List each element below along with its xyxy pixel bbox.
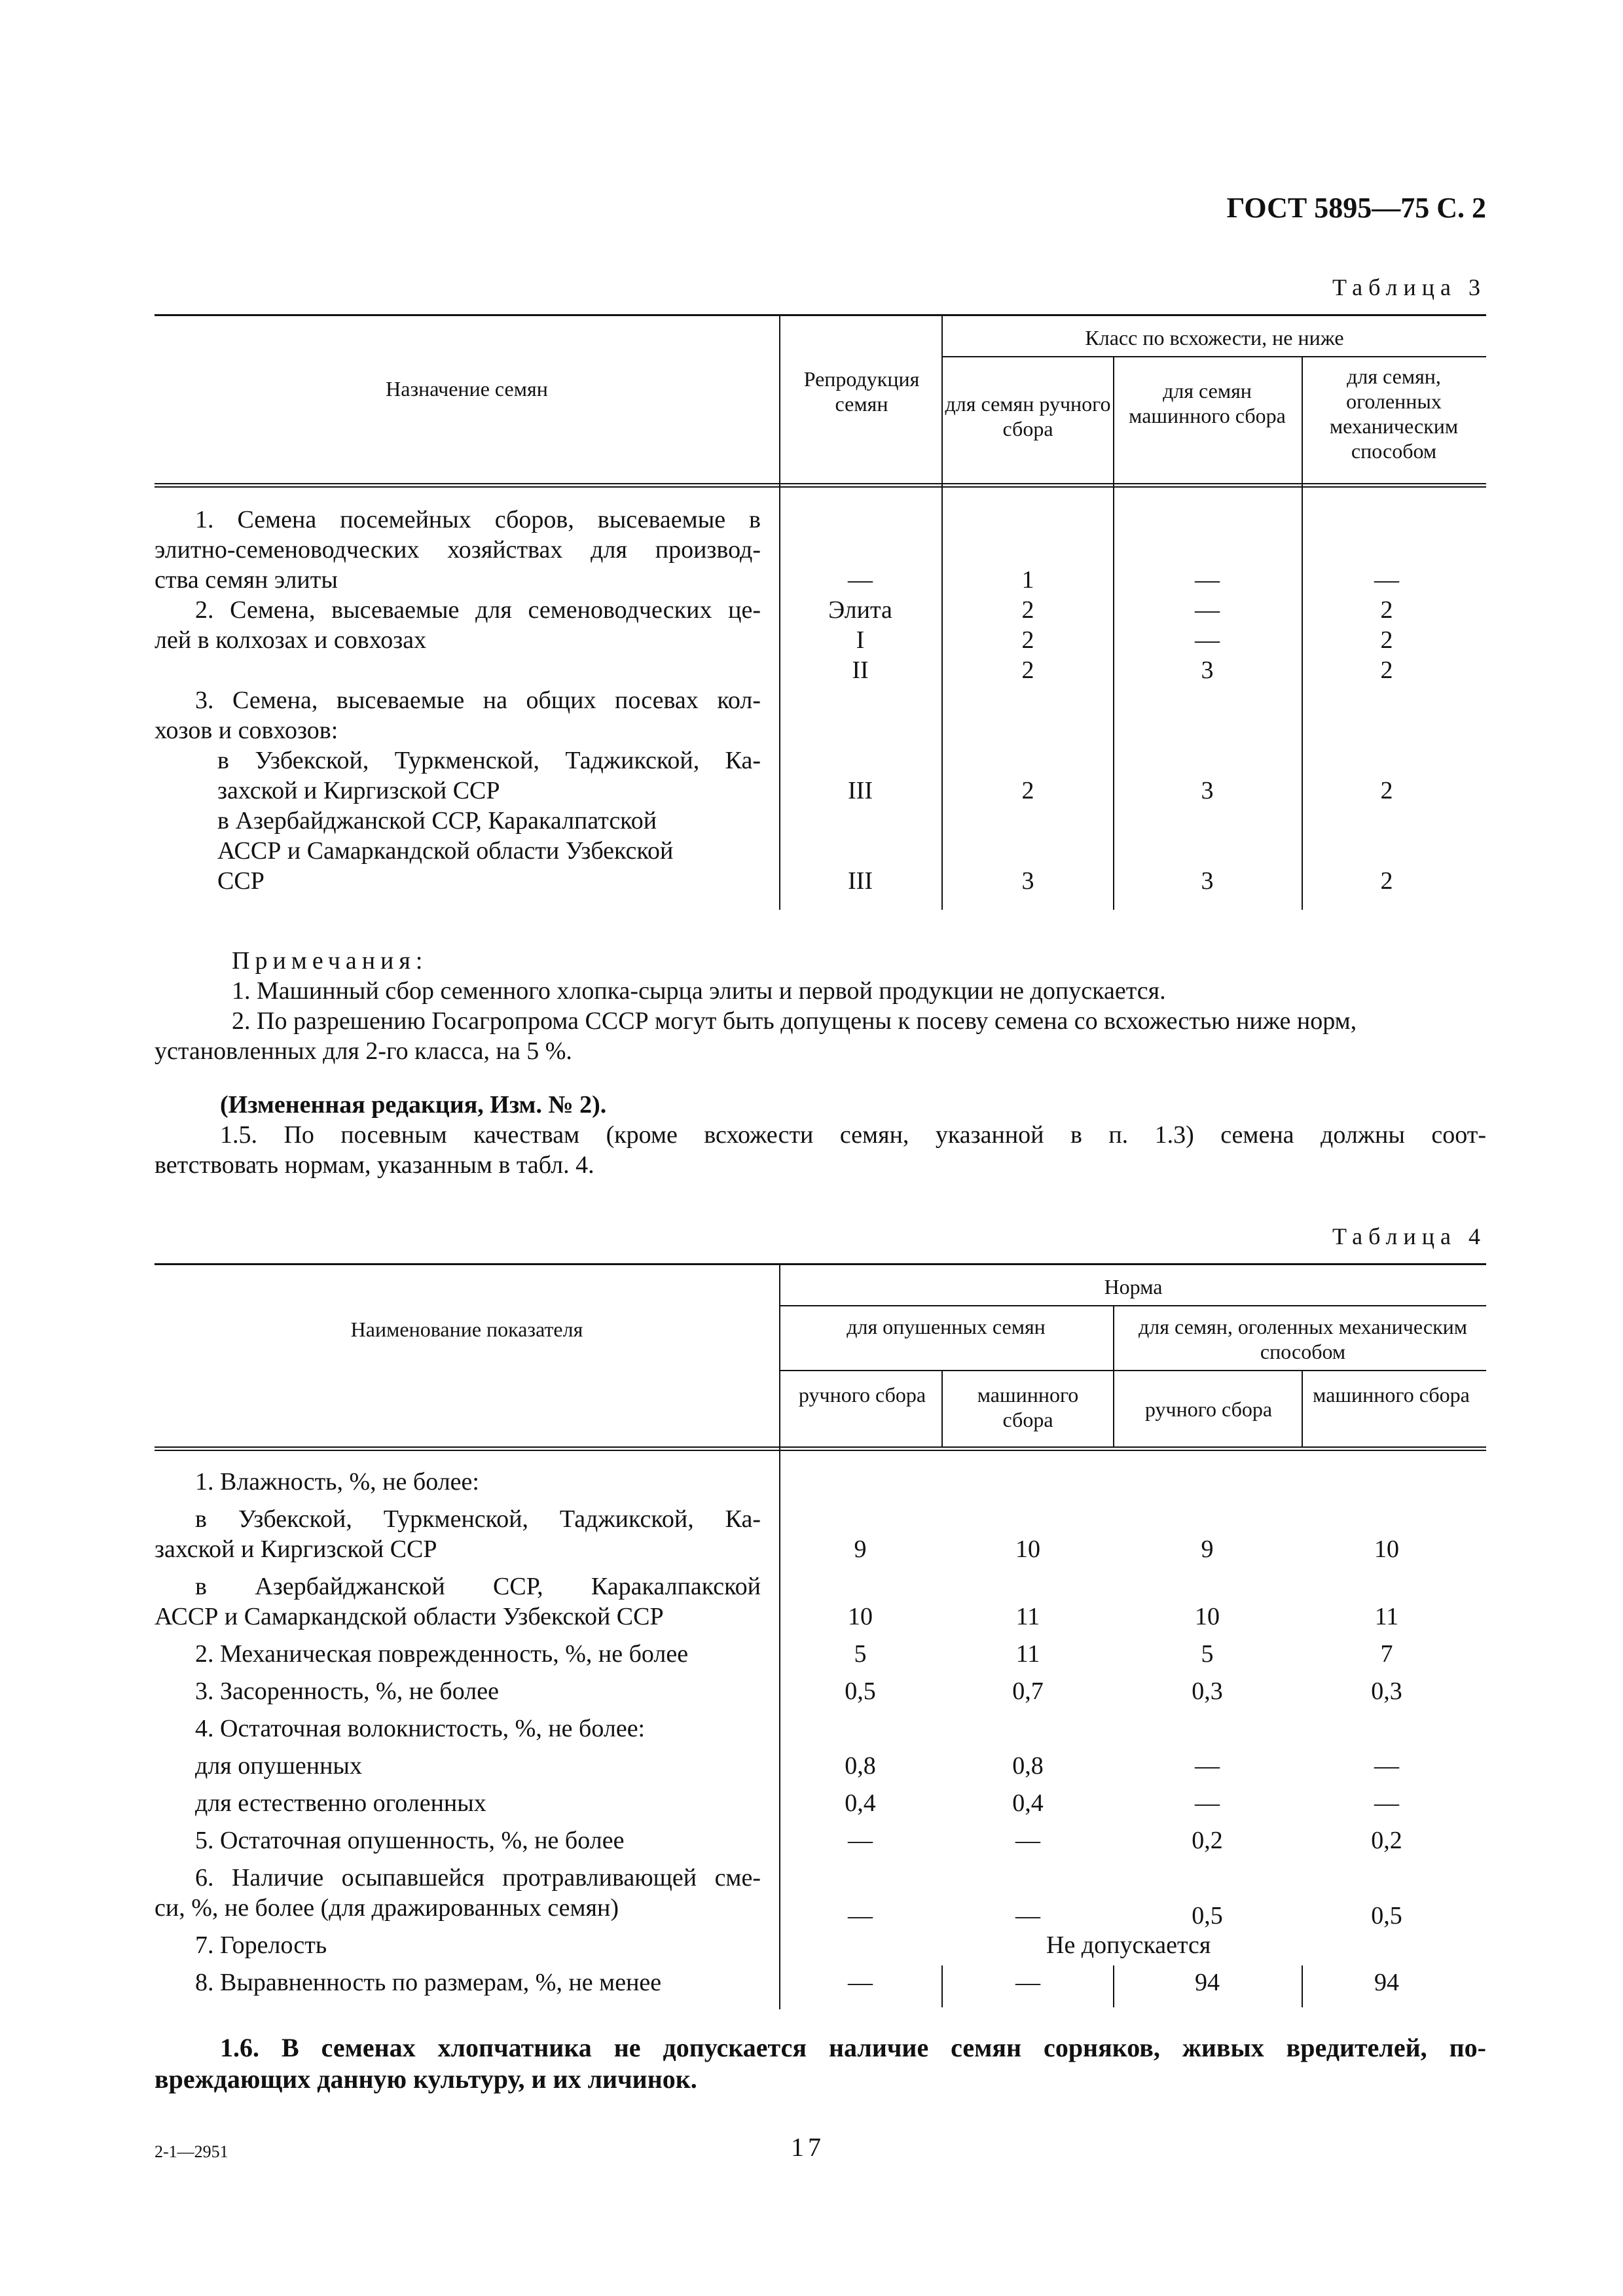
t4-not-allowed: Не допускается [1046,1931,1211,1959]
t3-cell: Элита [828,596,892,624]
t3-text-line: захской и Киргизской ССР [217,777,500,804]
t4-head-machine: машинного сбора [977,1383,1079,1431]
t4-cell: — [1195,1752,1220,1780]
t4-text-line: 8. Выравненность по размерам, %, не менее [195,1969,662,1996]
t4-cell: — [1374,1752,1399,1780]
t3-cell: 3 [1021,867,1034,895]
t4-text-line: захской и Киргизской ССР [155,1535,437,1563]
footer-code: 2-1—2951 [155,2142,228,2161]
note-item: установленных для 2-го класса, на 5 %. [155,1037,572,1065]
t4-cell: 10 [848,1603,873,1630]
t3-text-line: 1. Семена посемейных сборов, высеваемые в [195,506,761,533]
table4-label: Таблица 4 [1332,1223,1486,1249]
t3-cell: 2 [1380,867,1393,895]
t4-cell: 0,5 [845,1677,876,1705]
t3-text-line: 2. Семена, высеваемые для семеноводческих це- [195,596,761,624]
t3-cell: 2 [1021,596,1034,624]
t3-text-line: хозов и совхозов: [155,717,338,744]
para-1-6-line: 1.6. В семенах хлопчатника не допускается наличие семян сорняков, живых вредителей, по- [220,2033,1486,2062]
t4-text-line: 3. Засоренность, %, не более [195,1677,499,1705]
t4-head-delinted: для семян, оголенных механическим способом [1139,1315,1467,1363]
t3-cell: — [848,566,873,594]
t3-cell: 2 [1021,777,1034,804]
t3-cell: II [852,656,869,684]
t4-cell: 10 [1374,1535,1399,1563]
t3-head-class-group: Класс по всхожести, не ниже [1085,326,1344,350]
page-header: ГОСТ 5895—75 С. 2 [1226,192,1486,224]
t4-cell: — [1195,1789,1220,1817]
t3-cell: 2 [1380,596,1393,624]
t3-cell: 3 [1201,777,1214,804]
t4-cell: 9 [854,1535,867,1563]
t4-cell: 11 [1374,1603,1399,1630]
t3-head-machine: для семян машинного сбора [1129,379,1286,427]
note-item: 2. По разрешению Госагропрома СССР могут быть допущены к посеву семена со всхожестью ниже норм, [232,1007,1357,1035]
t3-text-line: ства семян элиты [155,566,338,594]
t4-text-line: в Узбекской, Туркменской, Таджикской, Ка- [195,1505,761,1533]
t4-cell: 0,3 [1371,1677,1402,1705]
t4-cell: 11 [1015,1603,1040,1630]
t3-cell: 2 [1380,777,1393,804]
t4-head-manual2: ручного сбора [1144,1397,1273,1421]
t3-cell: III [848,867,873,895]
t4-cell: — [848,1902,873,1929]
t4-head-manual: ручного сбора [798,1383,926,1407]
para-1-6-line: вреждающих данную культуру, и их личинок. [155,2064,697,2094]
t3-cell: 2 [1021,626,1034,654]
t4-cell: — [848,1827,873,1854]
t3-head-reproduction: Репродукция семян [803,367,920,416]
t4-cell: 0,4 [845,1789,876,1817]
t4-cell: 7 [1380,1640,1393,1668]
t4-cell: 0,3 [1192,1677,1223,1705]
t4-cell: 0,7 [1012,1677,1044,1705]
t3-cell: 3 [1201,867,1214,895]
t4-cell: 0,5 [1371,1902,1402,1929]
t4-text-line: 5. Остаточная опушенность, %, не более [195,1827,625,1854]
t3-text-line: в Узбекской, Туркменской, Таджикской, Ка- [217,747,761,774]
t3-cell: — [1195,596,1220,624]
t4-text-line: для опушенных [195,1752,362,1780]
t4-text-line: 1. Влажность, %, не более: [195,1468,479,1496]
t3-text-line: АССР и Самаркандской области Узбекской [217,837,674,865]
t4-cell: — [1374,1789,1399,1817]
t4-cell: 5 [854,1640,867,1668]
t4-cell: 94 [1374,1969,1399,1996]
t3-text-line: лей в колхозах и совхозах [155,626,427,654]
t3-cell: 1 [1021,566,1034,594]
t4-cell: 0,4 [1012,1789,1044,1817]
t3-cell: 2 [1021,656,1034,684]
t3-cell: — [1374,566,1399,594]
t3-head-delinted: для семян, оголенных механическим способом [1329,365,1459,463]
t4-cell: 0,8 [1012,1752,1044,1780]
t3-cell: 3 [1201,656,1214,684]
t3-text-line: в Азербайджанской ССР, Каракалпатской [217,807,657,834]
page-number: 17 [791,2132,825,2162]
t3-cell: 2 [1380,626,1393,654]
para-1-5-line: 1.5. По посевным качествам (кроме всхожести семян, указанной в п. 1.3) семена должны соот- [220,1121,1486,1149]
t4-cell: 10 [1015,1535,1040,1563]
t4-cell: 0,8 [845,1752,876,1780]
t4-head-indicator: Наименование показателя [350,1318,583,1341]
t3-text-line: 3. Семена, высеваемые на общих посевах кол- [195,687,761,714]
t4-cell: — [1015,1969,1040,1996]
t4-head-norm: Норма [1104,1275,1163,1299]
t4-cell: 94 [1195,1969,1220,1996]
note-item: 1. Машинный сбор семенного хлопка-сырца элиты и первой продукции не допускается. [232,977,1166,1005]
t4-text-line: 4. Остаточная волокнистость, %, не более: [195,1715,646,1742]
t4-cell: 11 [1015,1640,1040,1668]
t4-text-line: 7. Горелость [195,1931,327,1959]
t3-cell: 2 [1380,656,1393,684]
t4-cell: — [1015,1902,1040,1929]
t3-cell: — [1195,626,1220,654]
t4-cell: 10 [1195,1603,1220,1630]
t4-text-line: АССР и Самаркандской области Узбекской ССР [155,1603,664,1630]
t3-cell: III [848,777,873,804]
t4-cell: — [848,1969,873,1996]
t4-cell: — [1015,1827,1040,1854]
t3-text-line: элитно-семеноводческих хозяйствах для производ- [155,536,761,564]
t4-cell: 0,5 [1192,1902,1223,1929]
t4-cell: 5 [1201,1640,1214,1668]
t4-text-line: 2. Механическая поврежденность, %, не более [195,1640,689,1668]
t4-head-pubescent: для опушенных семян [847,1315,1046,1338]
amendment-note: (Измененная редакция, Изм. № 2). [220,1091,607,1119]
t4-text-line: в Азербайджанской ССР, Каракалпакской [195,1573,761,1600]
t3-cell: — [1195,566,1220,594]
t4-text-line: для естественно оголенных [195,1789,486,1817]
t3-cell: I [856,626,865,654]
t4-cell: 0,2 [1371,1827,1402,1854]
t3-head-purpose: Назначение семян [386,377,548,401]
t3-text-line: ССР [217,867,264,895]
t4-cell: 9 [1201,1535,1214,1563]
t4-head-machine2: машинного сбора [1313,1383,1470,1407]
t4-text-line: си, %, не более (для дражированных семян) [155,1894,619,1922]
t4-text-line: 6. Наличие осыпавшейся протравливающей сме- [195,1864,761,1892]
table3-label: Таблица 3 [1332,274,1486,300]
t3-head-manual: для семян ручного сбора [945,392,1111,440]
para-1-5-line: ветствовать нормам, указанным в табл. 4. [155,1151,594,1179]
t4-cell: 0,2 [1192,1827,1223,1854]
notes-title: Примечания: [232,947,428,975]
